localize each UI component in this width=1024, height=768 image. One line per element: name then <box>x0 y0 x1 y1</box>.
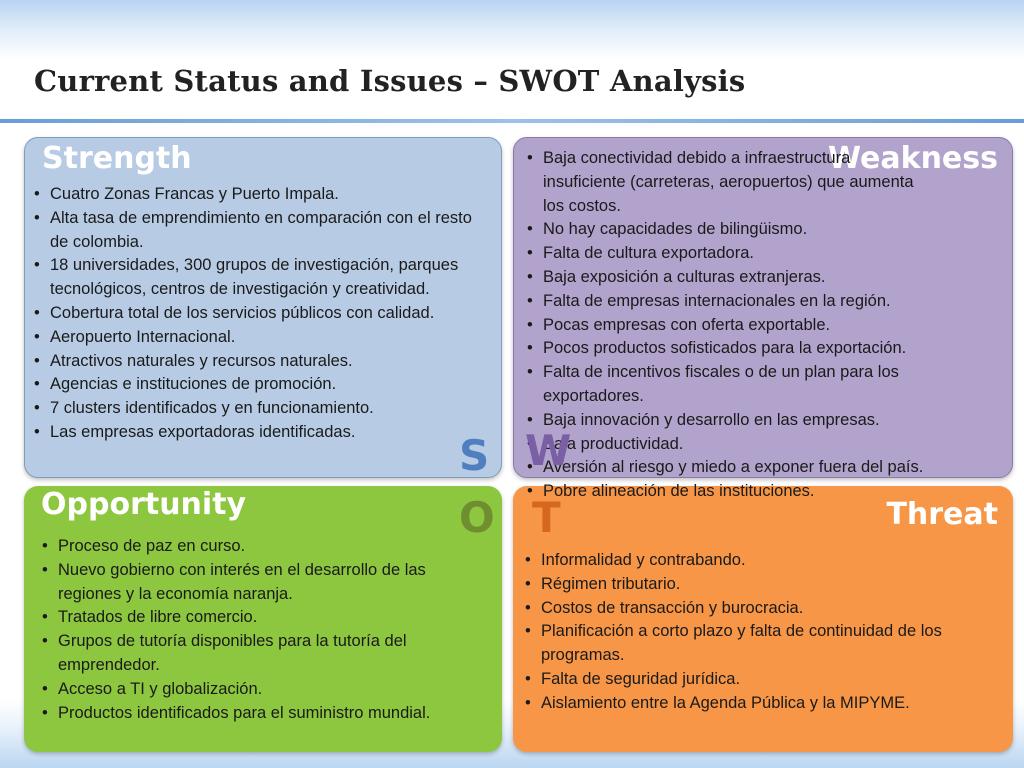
list-item: • Baja productividad. <box>523 433 933 457</box>
list-item: • Aeropuerto Internacional. <box>30 326 480 350</box>
weakness-heading: Weakness <box>828 141 998 176</box>
list-item: • Proceso de paz en curso. <box>38 535 458 559</box>
list-item: • Tratados de libre comercio. <box>38 606 458 630</box>
threat-list <box>521 549 961 716</box>
list-item: • No hay capacidades de bilingüismo. <box>523 218 933 242</box>
opportunity-list <box>38 535 458 725</box>
list-item: • Grupos de tutoría disponibles para la tutoría del emprendedor. <box>38 630 458 678</box>
list-item: • Pocas empresas con oferta exportable. <box>523 314 933 338</box>
opportunity-heading: Opportunity <box>41 487 247 522</box>
list-item: • Atractivos naturales y recursos naturales. <box>30 350 480 374</box>
swot-letter-t: T <box>532 493 561 542</box>
list-item: • Baja conectividad debido a infraestructura insuficiente (carreteras, aeropuertos) que aumenta los costos. <box>523 147 933 218</box>
list-item: • Falta de cultura exportadora. <box>523 242 933 266</box>
background-swoosh-top <box>0 0 1024 60</box>
list-item: • Nuevo gobierno con interés en el desarrollo de las regiones y la economía naranja. <box>38 559 458 607</box>
list-item: • Baja exposición a culturas extranjeras. <box>523 266 933 290</box>
weakness-list <box>523 147 933 504</box>
list-item: • Acceso a TI y globalización. <box>38 678 458 702</box>
list-item: • Informalidad y contrabando. <box>521 549 961 573</box>
list-item: • 18 universidades, 300 grupos de investigación, parques tecnológicos, centros de investigación y creatividad. <box>30 254 480 302</box>
list-item: • Falta de seguridad jurídica. <box>521 668 961 692</box>
strength-heading: Strength <box>42 141 192 176</box>
list-item: • Cobertura total de los servicios públicos con calidad. <box>30 302 480 326</box>
list-item: • Aversión al riesgo y miedo a exponer fuera del país. <box>523 456 933 480</box>
slide-title: Current Status and Issues – SWOT Analysis <box>34 64 746 98</box>
list-item: • Las empresas exportadoras identificadas. <box>30 421 480 445</box>
swot-letter-s: S <box>459 431 490 480</box>
list-item: • Alta tasa de emprendimiento en comparación con el resto de colombia. <box>30 207 480 255</box>
list-item: • Aislamiento entre la Agenda Pública y la MIPYME. <box>521 692 961 716</box>
title-divider <box>0 119 1024 123</box>
list-item: • Baja innovación y desarrollo en las empresas. <box>523 409 933 433</box>
swot-letter-o: O <box>459 493 495 542</box>
swot-letter-w: W <box>525 426 572 475</box>
list-item: • Planificación a corto plazo y falta de continuidad de los programas. <box>521 620 961 668</box>
strength-list <box>30 183 480 445</box>
list-item: • Costos de transacción y burocracia. <box>521 597 961 621</box>
list-item: • Pobre alineación de las instituciones. <box>523 480 933 504</box>
list-item: • Régimen tributario. <box>521 573 961 597</box>
list-item: • Cuatro Zonas Francas y Puerto Impala. <box>30 183 480 207</box>
list-item: • Productos identificados para el suministro mundial. <box>38 702 458 726</box>
list-item: • Falta de empresas internacionales en la región. <box>523 290 933 314</box>
list-item: • Agencias e instituciones de promoción. <box>30 373 480 397</box>
list-item: • Pocos productos sofisticados para la exportación. <box>523 337 933 361</box>
list-item: • 7 clusters identificados y en funcionamiento. <box>30 397 480 421</box>
list-item: • Falta de incentivos fiscales o de un plan para los exportadores. <box>523 361 933 409</box>
threat-heading: Threat <box>886 497 998 532</box>
